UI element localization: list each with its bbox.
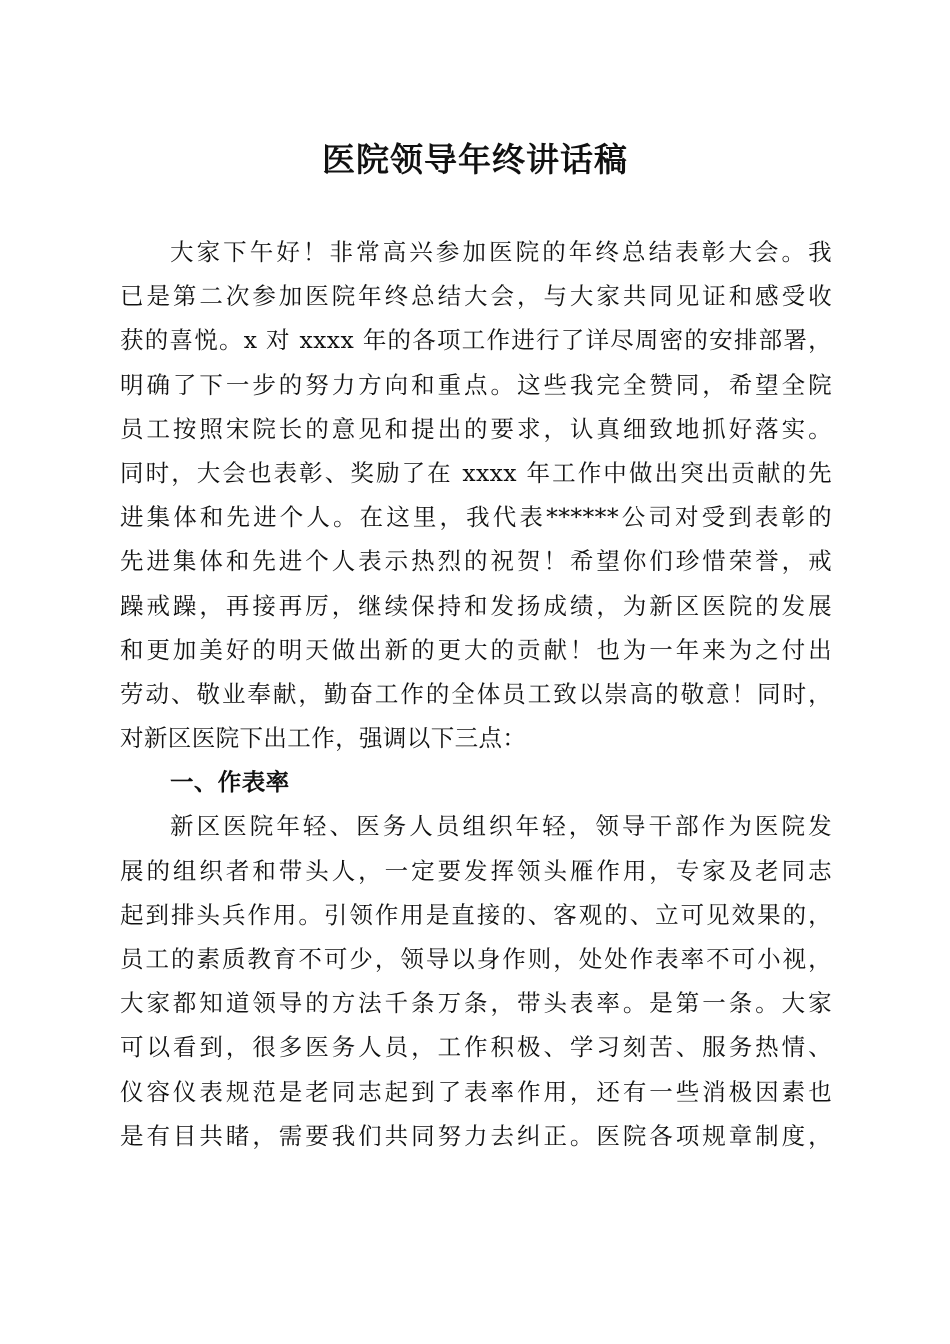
- paragraph-line: 员工按照宋院长的意见和提出的要求，认真细致地抓好落实。: [120, 414, 832, 443]
- paragraph-line: 大家下午好！非常高兴参加医院的年终总结表彰大会。我: [170, 238, 832, 266]
- paragraph-line: 和更加美好的明天做出新的更大的贡献！也为一年来为之付出: [120, 635, 832, 664]
- paragraph-line: 起到排头兵作用。引领作用是直接的、客观的、立可见效果的，: [120, 900, 832, 929]
- section-heading: 一、作表率: [170, 768, 290, 797]
- paragraph-line: 躁戒躁，再接再厉，继续保持和发扬成绩，为新区医院的发展: [120, 591, 832, 620]
- paragraph-line: 先进集体和先进个人表示热烈的祝贺！希望你们珍惜荣誉，戒: [120, 547, 832, 576]
- paragraph-line: 已是第二次参加医院年终总结大会，与大家共同见证和感受收: [120, 282, 832, 311]
- paragraph-line: 同时，大会也表彰、奖励了在 xxxx 年工作中做出突出贡献的先: [120, 458, 832, 487]
- paragraph-line: 对新区医院下出工作，强调以下三点：: [120, 724, 527, 753]
- paragraph-line: 大家都知道领导的方法千条万条，带头表率。是第一条。大家: [120, 989, 832, 1018]
- paragraph-line: 进集体和先进个人。在这里，我代表******公司对受到表彰的: [120, 503, 832, 532]
- paragraph-line: 劳动、敬业奉献，勤奋工作的全体员工致以崇高的敬意！同时，: [120, 679, 832, 708]
- paragraph-line: 明确了下一步的努力方向和重点。这些我完全赞同，希望全院: [120, 370, 832, 399]
- paragraph-line: 仪容仪表规范是老同志起到了表率作用，还有一些消极因素也: [120, 1077, 832, 1106]
- paragraph-line: 获的喜悦。x 对 xxxx 年的各项工作进行了详尽周密的安排部署，: [120, 326, 832, 355]
- paragraph-line: 新区医院年轻、医务人员组织年轻，领导干部作为医院发: [170, 812, 832, 841]
- paragraph-line: 展的组织者和带头人，一定要发挥领头雁作用，专家及老同志: [120, 856, 832, 885]
- paragraph-line: 可以看到，很多医务人员，工作积极、学习刻苦、服务热情、: [120, 1033, 832, 1062]
- document-title: 医院领导年终讲话稿: [322, 140, 628, 179]
- document-body: [120, 230, 832, 1158]
- paragraph-line: 员工的素质教育不可少，领导以身作则，处处作表率不可小视，: [120, 945, 832, 973]
- paragraph-line: 是有目共睹，需要我们共同努力去纠正。医院各项规章制度，: [120, 1121, 832, 1150]
